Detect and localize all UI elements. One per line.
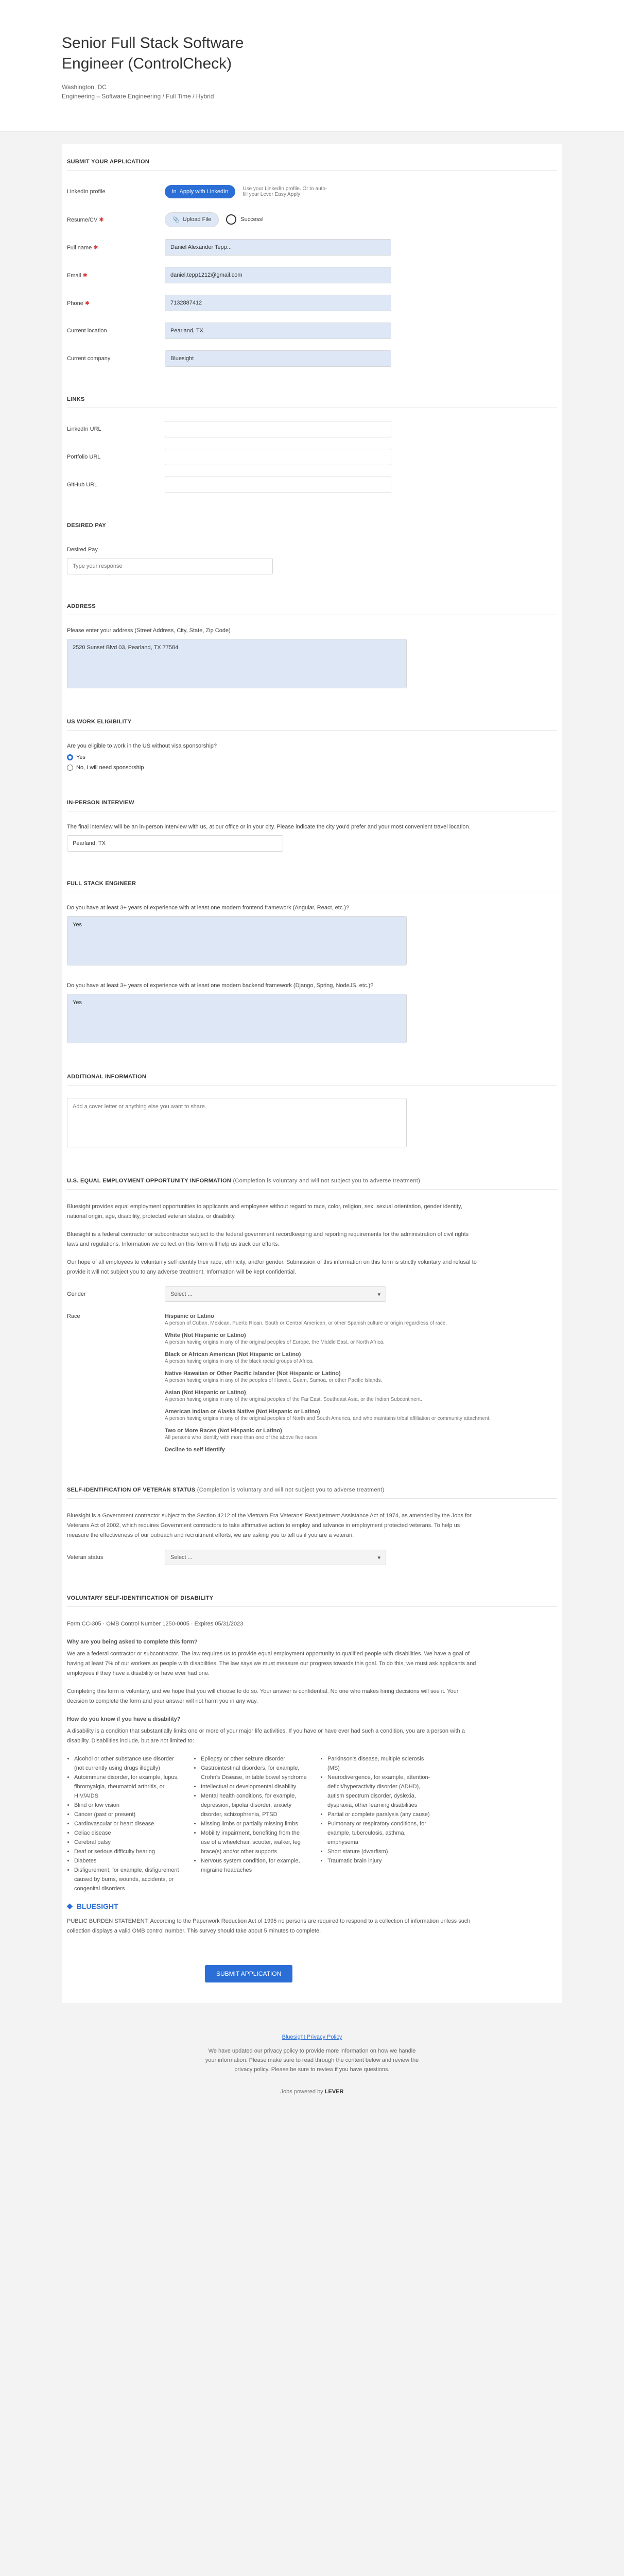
github-url-row	[67, 476, 557, 494]
eeo-title-note: (Completion is voluntary and will not subject you to adverse treatment)	[233, 1178, 421, 1184]
race-option[interactable]	[165, 1389, 557, 1403]
portfolio-url-label: Portfolio URL	[67, 454, 101, 460]
eligibility-section	[67, 719, 557, 771]
email-label-text: Email	[67, 272, 81, 279]
fullname-label-text: Full name	[67, 244, 92, 251]
footer-text: We have updated our privacy policy to provide more information on how we handle your information. Please make sure to read through the content below and review the privacy policy. Please be sure to review if you have questions.	[205, 2048, 419, 2073]
disability-list-item: • Alcohol or other substance use disorder (not currently using drugs illegally)	[74, 1754, 180, 1773]
disability-list-item: • Gastrointestinal disorders, for example, Crohn's Disease, irritable bowel syndrome	[201, 1764, 307, 1782]
fullstack-a1-input[interactable]	[67, 916, 407, 965]
race-option-label: Asian (Not Hispanic or Latino)	[165, 1389, 246, 1396]
race-option[interactable]	[165, 1370, 557, 1384]
apply-linkedin-button[interactable]	[165, 185, 235, 198]
company-label: Current company	[67, 355, 111, 362]
eligibility-question: Are you eligible to work in the US without visa sponsorship?	[67, 743, 217, 749]
disability-list-item: • Parkinson's disease, multiple sclerosis (MS)	[327, 1754, 434, 1773]
gender-select-value: Select ...	[170, 1291, 193, 1297]
race-option[interactable]	[165, 1447, 557, 1453]
application-form	[62, 144, 562, 2003]
additional-section	[67, 1074, 557, 1149]
apply-linkedin-label: Apply with LinkedIn	[179, 189, 229, 195]
desired-pay-section	[67, 522, 557, 574]
disability-list-item: • Diabetes	[74, 1856, 180, 1866]
company-input[interactable]	[165, 350, 391, 367]
disability-list-item: • Deaf or serious difficulty hearing	[74, 1847, 180, 1856]
disability-form-meta: Form CC-305 · OMB Control Number 1250-0005 · Expires 05/31/2023	[67, 1621, 244, 1627]
eeo-para-3: Our hope of all employees to voluntarily self identify their race, ethnicity, and/or gender. Submission of this information on this form is strictly voluntary and refusal to provide it will not subject you to any adverse treatment. Information will be kept confidential.	[67, 1259, 477, 1275]
paperclip-icon: 📎	[172, 216, 180, 223]
veteran-select[interactable]	[165, 1550, 386, 1565]
burden-statement: PUBLIC BURDEN STATEMENT: According to the Paperwork Reduction Act of 1995 no persons are required to respond to a collection of information unless such collection displays a valid OMB control number. This survey should take about 5 minutes to complete.	[67, 1918, 471, 1934]
resume-status	[226, 214, 264, 225]
links-section	[67, 396, 557, 494]
address-input[interactable]	[67, 639, 407, 688]
interview-title: IN-PERSON INTERVIEW	[67, 800, 557, 811]
submit-section	[67, 159, 557, 367]
linkedin-url-input[interactable]	[165, 421, 391, 437]
eeo-para-1: Bluesight provides equal employment opportunities to applicants and employees without regard to race, color, religion, sex, sexual orientation, gender identity, national origin, age, disability, protected veteran status, or disability.	[67, 1204, 462, 1219]
disability-list-item: • Cardiovascular or heart disease	[74, 1819, 180, 1828]
radio-unselected-icon	[67, 765, 73, 771]
bluesight-brand: BLUESIGHT	[76, 1902, 118, 1910]
race-option-label: Black or African American (Not Hispanic or Latino)	[165, 1351, 301, 1358]
race-label: Race	[67, 1313, 80, 1319]
email-input[interactable]	[165, 267, 391, 283]
resume-field	[165, 212, 557, 227]
powered-by-text: Jobs powered by	[280, 2089, 323, 2095]
race-option-description: A person having origins in any of the black racial groups of Africa.	[165, 1359, 314, 1364]
additional-input[interactable]	[67, 1098, 407, 1147]
race-option-description: All persons who identify with more than one of the above five races.	[165, 1435, 319, 1440]
disability-list-item: • Pulmonary or respiratory conditions, for example, tuberculosis, asthma, emphysema	[327, 1819, 434, 1847]
portfolio-url-input[interactable]	[165, 449, 391, 465]
fullname-label	[67, 244, 165, 251]
resume-status-text: Success!	[240, 216, 264, 223]
race-option-label: Decline to self identify	[165, 1447, 225, 1453]
disability-list-item: • Disfigurement, for example, disfigurement caused by burns, wounds, accidents, or congenital disorders	[74, 1866, 180, 1893]
fullstack-a2-input[interactable]	[67, 994, 407, 1043]
job-location: Washington, DC	[62, 83, 107, 91]
upload-file-label: Upload File	[182, 216, 212, 223]
powered-by	[0, 2089, 624, 2095]
disability-list	[67, 1754, 557, 1893]
veteran-para: Bluesight is a Government contractor subject to the Section 4212 of the Vietnam Era Veterans' Readjustment Assistance Act of 1974, as amended by the Jobs for Veterans Act of 2002, which requires Government contractors to take affirmative action to employ and advance in employment protected veterans. To help us measure the effectiveness of our outreach and recruitment efforts, we are asking you to tell us if you are a veteran.	[67, 1513, 472, 1538]
bluesight-logo-icon: ◆	[67, 1902, 73, 1910]
disability-list-item: • Traumatic brain injury	[327, 1856, 434, 1866]
location-row	[67, 322, 557, 340]
github-url-label: GitHub URL	[67, 482, 98, 488]
race-option-description: A person having origins in any of the peoples of Hawaii, Guam, Samoa, or other Pacific Islands.	[165, 1378, 383, 1383]
portfolio-url-row	[67, 448, 557, 466]
veteran-title-note: (Completion is voluntary and will not subject you to adverse treatment)	[197, 1487, 385, 1493]
race-option-label: White (Not Hispanic or Latino)	[165, 1332, 246, 1338]
additional-title: ADDITIONAL INFORMATION	[67, 1074, 557, 1086]
address-title: ADDRESS	[67, 603, 557, 615]
race-option[interactable]	[165, 1313, 557, 1327]
lever-logo[interactable]: LEVER	[324, 2089, 344, 2095]
linkedin-url-label: LinkedIn URL	[67, 426, 101, 432]
disability-list-item: • Cerebral palsy	[74, 1838, 180, 1847]
race-option-description: A person having origins in any of the original peoples of North and South America, and who maintains tribal affiliation or community attachment.	[165, 1416, 491, 1421]
gender-row	[67, 1285, 557, 1303]
fullstack-section	[67, 880, 557, 1045]
interview-input[interactable]	[67, 835, 283, 852]
location-label: Current location	[67, 328, 107, 334]
fullname-row	[67, 239, 557, 256]
disability-how-para: A disability is a condition that substantially limits one or more of your major life activities. If you have or have ever had such a condition, you are a person with a disability. Disabilities include, but are not limited to:	[67, 1728, 465, 1744]
job-header	[0, 0, 624, 132]
linkedin-hint: Use your LinkedIn profile. Or to auto-fill your Lever Easy Apply	[242, 186, 327, 197]
fullstack-q1: Do you have at least 3+ years of experience with at least one modern frontend framework (Angular, React, etc.)?	[67, 905, 350, 911]
required-mark: ✱	[93, 244, 98, 251]
disability-list-item: • Mobility impairment, benefiting from the use of a wheelchair, scooter, walker, leg brace(s) and/or other supports	[201, 1828, 307, 1856]
disability-list-col-2	[194, 1754, 307, 1893]
race-option-description: A person having origins in any of the original peoples of the Far East, Southeast Asia, or the Indian Subcontinent.	[165, 1397, 422, 1402]
chevron-down-icon: ▾	[377, 1291, 380, 1298]
eeo-title	[67, 1178, 557, 1190]
email-row	[67, 266, 557, 284]
race-option-label: Native Hawaiian or Other Pacific Islander (Not Hispanic or Latino)	[165, 1370, 341, 1377]
resume-row	[67, 211, 557, 228]
disability-why-para: We are a federal contractor or subcontractor. The law requires us to provide equal employment opportunity to qualified people with disabilities. We have a goal of having at least 7% of our workers as people with disabilities. The law says we must measure our progress towards this goal. To do this, we must ask applicants and employees if they have a disability or have ever had one.	[67, 1651, 476, 1676]
address-section	[67, 603, 557, 690]
phone-label	[67, 300, 165, 307]
linkedin-icon: in	[172, 189, 177, 195]
disability-list-item: • Blind or low vision	[74, 1801, 180, 1810]
eligibility-no-label: No, I will need sponsorship	[76, 765, 144, 771]
job-meta: Engineering – Software Engineering / Full Time / Hybrid	[62, 93, 214, 100]
interview-question: The final interview will be an in-person interview with us, at our office or in your city. Please indicate the city you'd prefer and your most convenient travel location.	[67, 824, 471, 830]
disability-list-item: • Mental health conditions, for example, depression, bipolar disorder, anxiety disorder, schizophrenia, PTSD	[201, 1791, 307, 1819]
linkedin-url-row	[67, 420, 557, 438]
bluesight-logo	[67, 1902, 557, 1910]
required-mark: ✱	[84, 300, 90, 307]
disability-title: VOLUNTARY SELF-IDENTIFICATION OF DISABILITY	[67, 1595, 557, 1607]
gender-label: Gender	[67, 1291, 86, 1297]
company-row	[67, 350, 557, 367]
desired-pay-input[interactable]	[67, 558, 273, 574]
desired-pay-title: DESIRED PAY	[67, 522, 557, 534]
race-option-label: American Indian or Alaska Native (Not Hispanic or Latino)	[165, 1409, 320, 1415]
veteran-title-text: SELF-IDENTIFICATION OF VETERAN STATUS	[67, 1487, 196, 1493]
race-option[interactable]	[165, 1428, 557, 1442]
eeo-para-2: Bluesight is a federal contractor or subcontractor subject to the federal government recordkeeping and reporting requirements for the administration of civil rights laws and regulations. Information we collect on this form will help us track our efforts.	[67, 1231, 469, 1247]
phone-input[interactable]	[165, 295, 391, 311]
required-mark: ✱	[99, 216, 104, 223]
gender-select[interactable]	[165, 1286, 386, 1302]
race-option[interactable]	[165, 1351, 557, 1365]
race-option[interactable]	[165, 1332, 557, 1346]
submit-application-button[interactable]: SUBMIT APPLICATION	[205, 1965, 292, 1982]
github-url-input[interactable]	[165, 477, 391, 493]
race-option-description: A person of Cuban, Mexican, Puerto Rican, South or Central American, or other Spanish culture or origin regardless of race.	[165, 1320, 447, 1326]
disability-list-item: • Nervous system condition, for example, migraine headaches	[201, 1856, 307, 1875]
disability-list-item: • Celiac disease	[74, 1828, 180, 1838]
phone-label-text: Phone	[67, 300, 83, 307]
disability-list-item: • Partial or complete paralysis (any cause)	[327, 1810, 434, 1819]
race-option-description: A person having origins in any of the original peoples of Europe, the Middle East, or North Africa.	[165, 1340, 385, 1345]
required-mark: ✱	[82, 272, 88, 279]
resume-label-text: Resume/CV	[67, 216, 98, 223]
veteran-section	[67, 1487, 557, 1566]
location-input[interactable]	[165, 323, 391, 339]
veteran-label: Veteran status	[67, 1554, 103, 1561]
fullstack-title: FULL STACK ENGINEER	[67, 880, 557, 892]
veteran-title	[67, 1487, 557, 1499]
phone-row	[67, 294, 557, 312]
desired-pay-label: Desired Pay	[67, 547, 98, 553]
disability-list-item: • Intellectual or developmental disability	[201, 1782, 307, 1791]
race-list	[165, 1313, 557, 1458]
page-footer	[0, 2003, 624, 2095]
fullstack-q2: Do you have at least 3+ years of experience with at least one modern backend framework (Django, Spring, NodeJS, etc.)?	[67, 982, 374, 989]
disability-list-item: • Epilepsy or other seizure disorder	[201, 1754, 307, 1764]
disability-list-item: • Autoimmune disorder, for example, lupus, fibromyalgia, rheumatoid arthritis, or HIV/AIDS	[74, 1773, 180, 1801]
radio-selected-icon	[67, 754, 73, 760]
linkedin-field	[165, 185, 557, 198]
job-title: Senior Full Stack Software Engineer (ControlCheck)	[62, 35, 244, 72]
upload-file-button[interactable]	[165, 212, 219, 227]
eligibility-yes-option[interactable]	[67, 754, 557, 760]
privacy-policy-link[interactable]: Bluesight Privacy Policy	[282, 2034, 342, 2040]
submit-section-title: SUBMIT YOUR APPLICATION	[67, 159, 557, 171]
disability-list-col-3	[320, 1754, 434, 1893]
chevron-down-icon: ▾	[377, 1554, 380, 1561]
eligibility-yes-label: Yes	[76, 754, 85, 760]
race-row	[67, 1313, 557, 1458]
disability-list-item: • Neurodivergence, for example, attention-deficit/hyperactivity disorder (ADHD), autism spectrum disorder, dyslexia, dyspraxia, other learning disabilities	[327, 1773, 434, 1810]
disability-conf-para: Completing this form is voluntary, and we hope that you will choose to do so. Your answer is confidential. No one who makes hiring decisions will see it. Your decision to complete the form and your answer will not harm you in any way.	[67, 1688, 459, 1704]
fullname-input[interactable]	[165, 239, 391, 256]
race-option[interactable]	[165, 1409, 557, 1422]
resume-label	[67, 216, 165, 223]
eeo-section	[67, 1178, 557, 1458]
disability-list-item: • Cancer (past or present)	[74, 1810, 180, 1819]
eligibility-no-option[interactable]	[67, 765, 557, 771]
veteran-row	[67, 1549, 557, 1566]
disability-list-col-1	[67, 1754, 180, 1893]
address-question: Please enter your address (Street Address, City, State, Zip Code)	[67, 628, 231, 634]
race-option-label: Two or More Races (Not Hispanic or Latino)	[165, 1428, 282, 1434]
links-section-title: LINKS	[67, 396, 557, 408]
email-label	[67, 272, 165, 279]
linkedin-label: LinkedIn profile	[67, 189, 106, 195]
veteran-select-value: Select ...	[170, 1554, 193, 1561]
race-option-label: Hispanic or Latino	[165, 1313, 214, 1319]
disability-how-title: How do you know if you have a disability?	[67, 1716, 181, 1722]
interview-section	[67, 800, 557, 852]
eligibility-title: US WORK ELIGIBILITY	[67, 719, 557, 731]
disability-why-title: Why are you being asked to complete this form?	[67, 1639, 198, 1645]
eeo-title-text: U.S. EQUAL EMPLOYMENT OPPORTUNITY INFORMATION	[67, 1178, 232, 1184]
linkedin-row	[67, 183, 557, 200]
disability-list-item: • Missing limbs or partially missing limbs	[201, 1819, 307, 1828]
disability-section	[67, 1595, 557, 1936]
status-circle-icon	[226, 214, 236, 225]
disability-list-item: • Short stature (dwarfism)	[327, 1847, 434, 1856]
